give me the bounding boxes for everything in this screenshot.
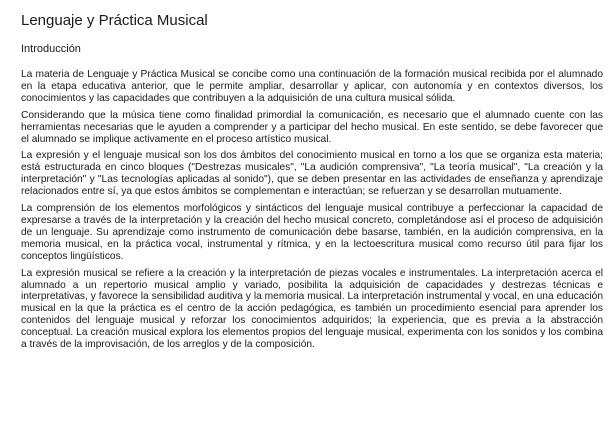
paragraph-5: La expresión musical se refiere a la creación y la interpretación de piezas vocales e instrumentales. La interpretación acerca el alumnado a un repertorio musical amplio y variado, posibilita la adquisición de capacidades y destrezas técnicas e interpretativas, y favorece la sensibilidad auditiva y la memoria musical. La interpretación instrumental y vocal, en una educación musical en la que la práctica es el centro de la acción pedagógica, es también un procedimiento esencial para aprender los contenidos del lenguaje musical y reforzar los conocimientos adquiridos; la experiencia, que es previa a la abstracción conceptual. La creación musical explora los elementos propios del lenguaje musical, experimenta con los sonidos y los combina a través de la improvisación, de los arreglos y de la composición.: [21, 267, 603, 351]
section-heading: Introducción: [21, 43, 81, 55]
paragraph-1: La materia de Lenguaje y Práctica Musical se concibe como una continuación de la formación musical recibida por el alumnado en la etapa educativa anterior, que le permite ampliar, desarrollar y aplicar, con autonomía y en contextos diversos, los conocimientos y las capacidades que contribuyen a la adquisición de una cultura musical sólida.: [21, 69, 603, 104]
paragraph-2: Considerando que la música tiene como finalidad primordial la comunicación, es necesario que el alumnado cuente con las herramientas necesarias que le ayuden a comprender y a participar del hecho musical. En este sentido, se debe favorecer que el alumnado se implique activamente en el proceso artístico musical.: [21, 109, 603, 145]
paragraph-3: La expresión y el lenguaje musical son los dos ámbitos del conocimiento musical en torno a los que se organiza esta materia; está estructurada en cinco bloques ("Destrezas musicales", "La audición comprensiva", "La teoría musical", "La creación y la interpretación" y "Las tecnologías aplicadas al sonido"), que se deben presentar en las actividades de enseñanza y aprendizaje relacionados entre sí, ya que estos ámbitos se complementan e interactúan; se refuerzan y se desarrollan mutuamente.: [21, 150, 603, 198]
document-title: Lenguaje y Práctica Musical: [21, 12, 208, 29]
document-page: [21, 10, 603, 356]
paragraph-4: La comprensión de los elementos morfológicos y sintácticos del lenguaje musical contribuye a perfeccionar la capacidad de expresarse a través de la interpretación y la creación del hecho musical concreto, completándose así el proceso de adquisición de un lenguaje. Su aprendizaje como instrumento de comunicación debe basarse, también, en la audición comprensiva, en la memoria musical, en la práctica vocal, instrumental y rítmica, y en la lectoescritura musical como recurso útil para fijar los conceptos lingüísticos.: [21, 203, 603, 262]
body-text: [21, 69, 603, 351]
